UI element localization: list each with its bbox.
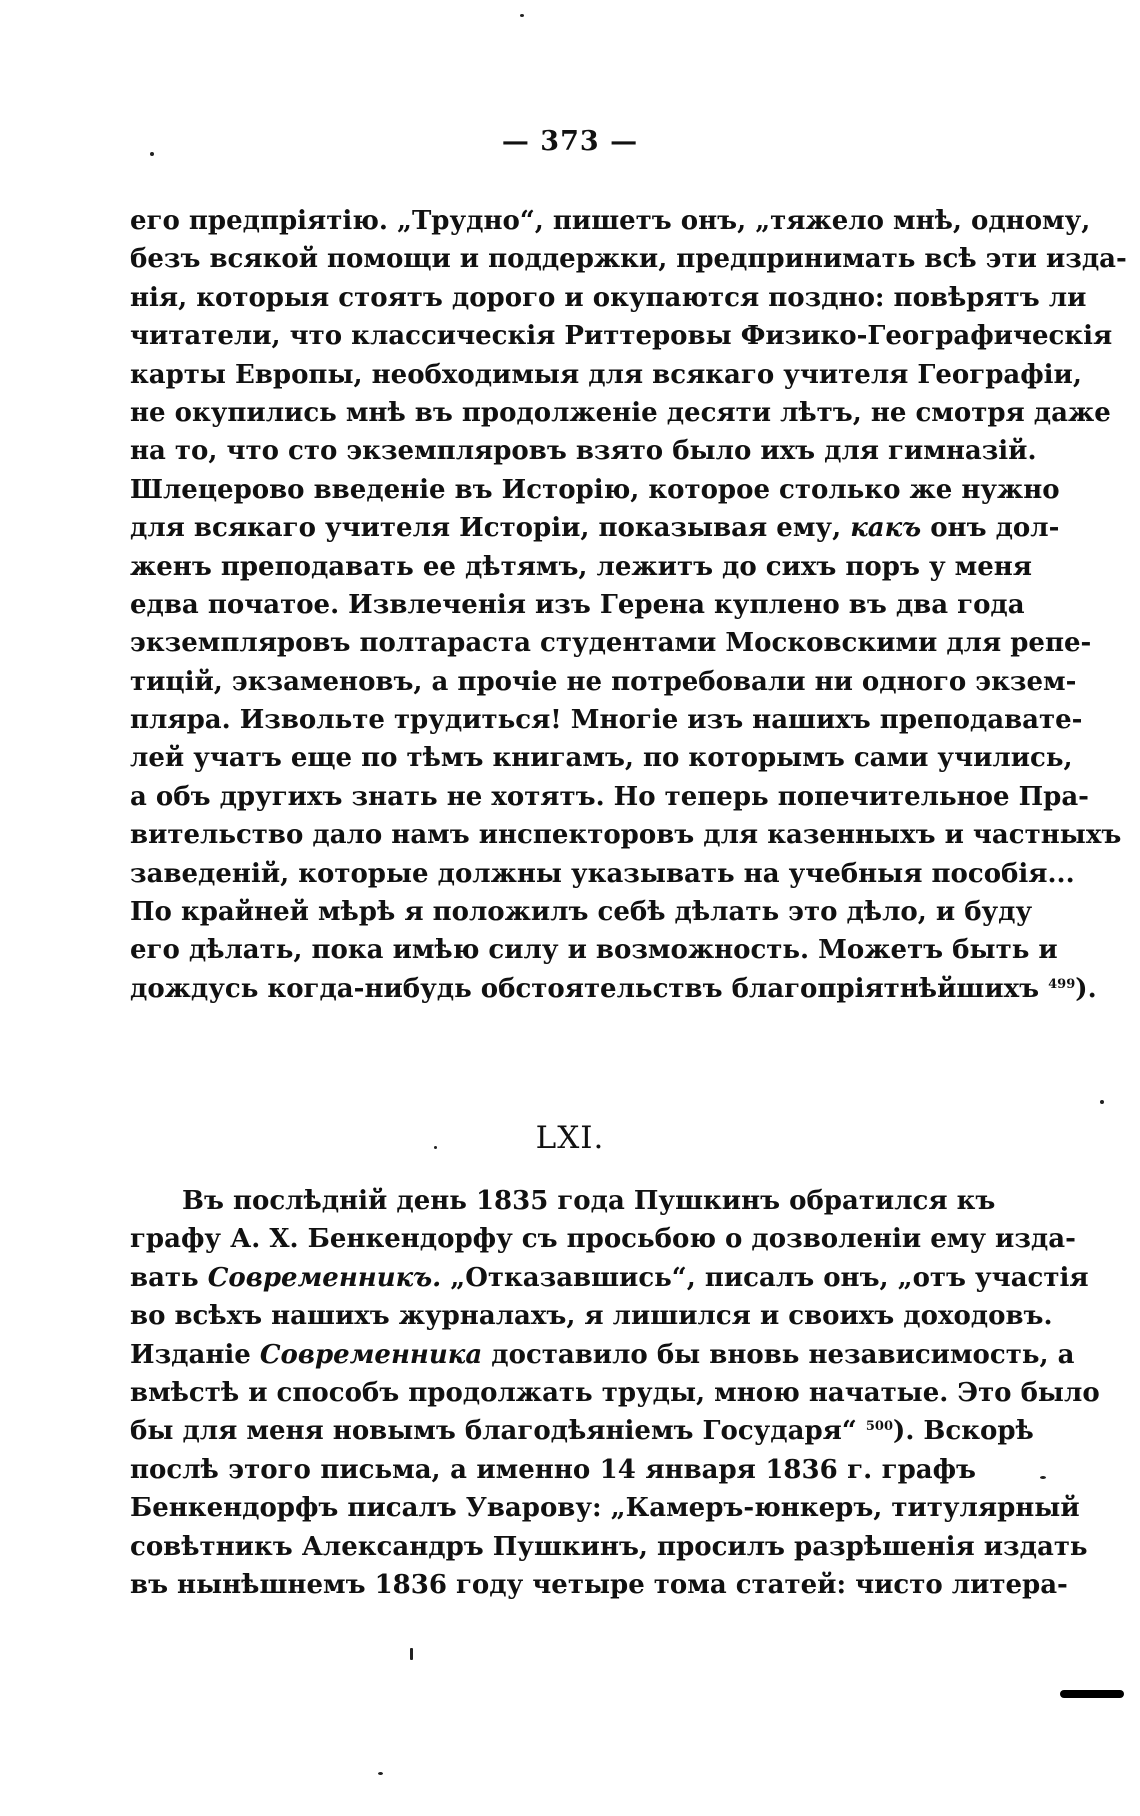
text-segment: дождусь когда-нибудь обстоятельствъ благопріятнѣйшихъ	[130, 973, 1040, 1004]
text-line: его дѣлать, пока имѣю силу и возможность. Можетъ быть и	[130, 935, 1058, 966]
text-line: на то, что сто экземпляровъ взято было ихъ для гимназій.	[130, 436, 1037, 467]
text-segment: онъ дол-	[930, 513, 1060, 544]
text-line: нія, которыя стоятъ дорого и окупаются поздно: повѣрятъ ли	[130, 282, 1087, 313]
text-segment: „Отказавшись“, писалъ онъ, „отъ участія	[450, 1262, 1089, 1293]
text-line: По крайней мѣрѣ я положилъ себѣ дѣлать это дѣло, и буду	[130, 897, 1033, 928]
text-line: Шлецерово введеніе въ Исторію, которое столько же нужно	[130, 474, 1060, 505]
text-line: вительство дало намъ инспекторовъ для казенныхъ и частныхъ	[130, 820, 1122, 851]
scan-speck	[410, 1648, 413, 1660]
text-line: безъ всякой помощи и поддержки, предпринимать всѣ эти изда-	[130, 244, 1127, 275]
text-line: Въ послѣдній день 1835 года Пушкинъ обратился къ	[182, 1186, 996, 1216]
scan-speck	[378, 1772, 383, 1775]
footnote-ref: 500	[865, 1419, 894, 1435]
text-segment: вать	[130, 1262, 199, 1293]
italic-title: Современникъ.	[207, 1262, 442, 1293]
text-line: экземпляровъ полтараста студентами Московскими для репе-	[130, 628, 1092, 659]
text-line: а объ другихъ знать не хотятъ. Но теперь попечительное Пра-	[130, 781, 1089, 812]
text-segment: для всякаго учителя Исторіи, показывая ему,	[130, 513, 842, 544]
text-line: Бенкендорфъ писалъ Уварову: „Камеръ-юнкеръ, титулярный	[130, 1493, 1080, 1524]
scan-speck	[150, 152, 154, 156]
scan-speck	[520, 14, 524, 17]
italic-title: Современника	[259, 1339, 483, 1370]
text-line	[130, 509, 1060, 547]
scan-speck	[1040, 1476, 1046, 1479]
text-line	[130, 1259, 1089, 1297]
scan-speck	[1100, 1100, 1104, 1104]
text-line: графу А. Х. Бенкендорфу съ просьбою о дозволеніи ему изда-	[130, 1224, 1076, 1255]
text-line: пляра. Извольте трудиться! Многіе изъ нашихъ преподавате-	[130, 705, 1083, 736]
text-line: его предпріятію. „Трудно“, пишетъ онъ, „тяжело мнѣ, одному,	[130, 206, 1091, 236]
italic-word: какъ	[850, 513, 922, 544]
text-line: лей учатъ еще по тѣмъ книгамъ, по которымъ сами учились,	[130, 743, 1073, 774]
text-line: заведеній, которые должны указывать на учебныя пособія...	[130, 858, 1075, 889]
text-line: послѣ этого письма, а именно 14 января 1836 г. графъ	[130, 1454, 976, 1485]
text-line: едва початое. Извлеченія изъ Герена куплено въ два года	[130, 589, 1025, 620]
scan-mark	[1060, 1690, 1124, 1698]
text-line: совѣтникъ Александръ Пушкинъ, просилъ разрѣшенія издать	[130, 1531, 1088, 1562]
paragraph-continued	[130, 202, 1127, 1008]
text-segment: доставило бы вновь независимость, а	[491, 1339, 1075, 1370]
scan-speck	[434, 1146, 437, 1149]
text-line: не окупились мнѣ въ продолженіе десяти лѣтъ, не смотря даже	[130, 397, 1111, 428]
text-line: женъ преподавать ее дѣтямъ, лежитъ до сихъ поръ у меня	[130, 551, 1033, 582]
text-line: читатели, что классическія Риттеровы Физико-Географическія	[130, 321, 1113, 352]
text-segment: бы для меня новымъ благодѣяніемъ Государя“	[130, 1416, 857, 1447]
text-line	[130, 970, 1097, 1008]
text-line: карты Европы, необходимыя для всякаго учителя Географіи,	[130, 359, 1082, 390]
text-segment: ).	[1075, 973, 1097, 1004]
text-segment: ). Вскорѣ	[893, 1416, 1034, 1447]
text-line: во всѣхъ нашихъ журналахъ, я лишился и своихъ доходовъ.	[130, 1301, 1053, 1332]
text-segment: Изданіе	[130, 1339, 251, 1370]
text-line	[130, 1412, 1034, 1450]
text-line: тицій, экзаменовъ, а прочіе не потребовали ни одного экзем-	[130, 666, 1077, 697]
text-line: въ нынѣшнемъ 1836 году четыре тома статей: чисто литера-	[130, 1569, 1068, 1600]
section-heading: LXI.	[535, 1120, 605, 1156]
text-line: вмѣстѣ и способъ продолжать труды, мною начатые. Это было	[130, 1377, 1100, 1408]
paragraph-section	[130, 1182, 1100, 1604]
text-line	[130, 1336, 1075, 1374]
footnote-ref: 499	[1048, 976, 1076, 992]
page-number: — 373 —	[501, 126, 639, 157]
